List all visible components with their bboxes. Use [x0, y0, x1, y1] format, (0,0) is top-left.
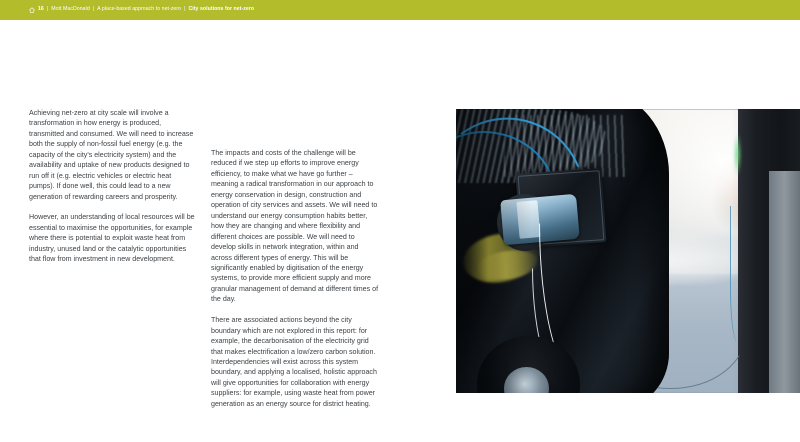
breadcrumb-organisation: Mott MacDonald — [51, 6, 90, 13]
breadcrumb-separator-1: | — [46, 6, 49, 13]
middle-paragraph-2: There are associated actions beyond the city boundary which are not explored in this report: for example, the decarbonisation of the electricity grid that makes electrification a low/zero carbon solution. Interdependencies will exist across this system boundary, and applying a localised, holistic approach will give opportunities for collaboration with energy suppliers: for example, using waste heat from power generation as an energy source for district heating. — [211, 316, 377, 408]
left-text-column — [29, 108, 197, 265]
spread-fold-line — [400, 20, 401, 442]
charging-pillar-edge — [769, 171, 800, 393]
page-header-band — [0, 0, 800, 20]
pillar-cable — [730, 206, 748, 342]
middle-text-column — [211, 148, 379, 409]
left-paragraph-1: Achieving net-zero at city scale will involve a transformation in how energy is produced, transmitted and consumed. We will need to increase both the supply of non-fossil fuel energy (e.g. the capacity of the city's electricity system) and the availability and uptake of new products designed to run off it (e.g. electric vehicles or electric heat pumps). If done well, this could lead to a new generation of rewarding careers and prosperity. — [29, 109, 194, 201]
electric-vehicle-charging-photo — [456, 109, 800, 393]
breadcrumb-separator-2: | — [92, 6, 95, 13]
home-icon — [29, 7, 35, 13]
charging-connector-collar — [516, 200, 540, 239]
breadcrumb-current-section: City solutions for net-zero — [188, 6, 255, 13]
middle-paragraph-1: The impacts and costs of the challenge will be reduced if we step up efforts to improve energy efficiency, to make what we have go further – meaning a radical transformation in our approach to energy conservation in design, construction and operation of city services and assets. We will need to understand our energy consumption habits better, how they are changing and where flexibility and different choices are possible. We will need to develop skills in network integration, within and across different types of energy. This will be significantly enabled by digitisation of the energy systems, to provide more efficient supply and more granular management of demand at different times of the day. — [211, 149, 379, 304]
breadcrumb-separator-3: | — [184, 6, 186, 13]
breadcrumb — [29, 7, 254, 13]
charging-status-light — [733, 132, 742, 177]
breadcrumb-publication-title: A place-based approach to net-zero — [97, 6, 182, 13]
photo-composition — [456, 109, 800, 393]
left-paragraph-2: However, an understanding of local resources will be essential to maximise the opportunities, for example where there is potential to exploit waste heat from industry, unused land or the catalytic opportunities that flow from investment in new development. — [29, 213, 195, 264]
page-spread — [0, 20, 800, 442]
breadcrumb-page-number: 16 — [38, 6, 44, 13]
